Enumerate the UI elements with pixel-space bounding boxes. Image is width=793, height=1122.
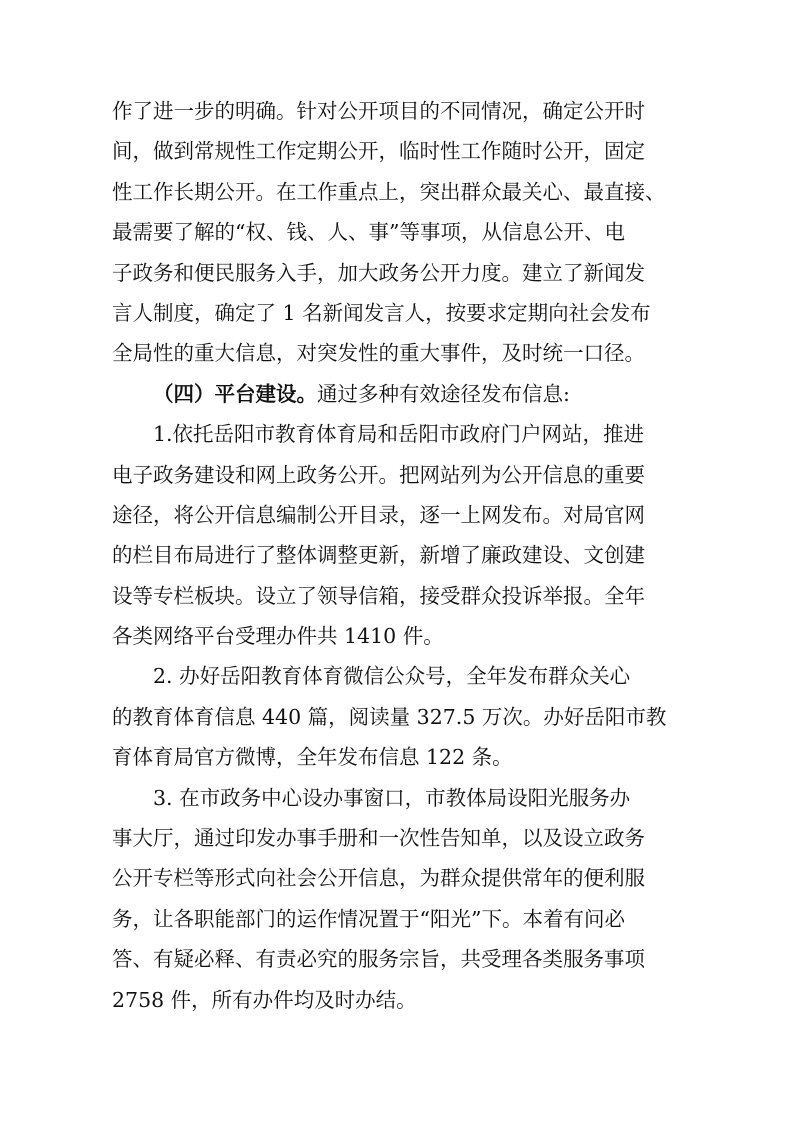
list-item-line: 3. 在市政务中心设办事窗口，市教体局设阳光服务办	[153, 785, 631, 810]
list-item-line: 电子政务建设和网上政务公开。把网站列为公开信息的重要	[112, 462, 645, 487]
section-intro: 通过多种有效途径发布信息:	[317, 381, 570, 406]
paragraph-line: 言人制度，确定了 1 名新闻发言人，按要求定期向社会发布	[112, 300, 651, 325]
paragraph-line: 全局性的重大信息，对突发性的重大事件，及时统一口径。	[112, 341, 645, 366]
list-item-line: 务，让各职能部门的运作情况置于“阳光”下。本着有问必	[112, 906, 625, 931]
paragraph-line: 最需要了解的“权、钱、人、事”等事项，从信息公开、电	[112, 220, 625, 245]
document-body	[112, 91, 684, 1020]
section-heading-line	[112, 374, 684, 414]
list-item-line: 的教育体育信息 440 篇，阅读量 327.5 万次。办好岳阳市教	[112, 704, 667, 729]
paragraph-line: 间，做到常规性工作定期公开，临时性工作随时公开，固定	[112, 139, 645, 164]
list-item-line: 的栏目布局进行了整体调整更新，新增了廉政建设、文创建	[112, 543, 645, 568]
paragraph-line: 作了进一步的明确。针对公开项目的不同情况，确定公开时	[112, 99, 645, 123]
list-item-line: 2758 件，所有办件均及时办结。	[112, 987, 417, 1012]
list-item-line: 事大厅，通过印发办事手册和一次性告知单，以及设立政务	[112, 826, 645, 851]
list-item-line: 设等专栏板块。设立了领导信箱，接受群众投诉举报。全年	[112, 583, 645, 608]
list-item-line: 各类网络平台受理办件共 1410 件。	[112, 624, 444, 649]
paragraph-line: 子政务和便民服务入手，加大政务公开力度。建立了新闻发	[112, 260, 645, 285]
list-item-line: 1.依托岳阳市教育体育局和岳阳市政府门户网站，推进	[153, 422, 645, 447]
list-item-line: 2. 办好岳阳教育体育微信公众号，全年发布群众关心	[153, 664, 631, 689]
list-item-line: 答、有疑必释、有责必究的服务宗旨，共受理各类服务事项	[112, 947, 645, 972]
list-item-line: 公开专栏等形式向社会公开信息，为群众提供常年的便利服	[112, 866, 645, 891]
section-heading: （四）平台建设。	[153, 381, 317, 406]
paragraph-line: 性工作长期公开。在工作重点上，突出群众最关心、最直接、	[112, 179, 666, 204]
list-item-line: 途径，将公开信息编制公开目录，逐一上网发布。对局官网	[112, 502, 645, 527]
list-item-line: 育体育局官方微博，全年发布信息 122 条。	[112, 745, 513, 770]
